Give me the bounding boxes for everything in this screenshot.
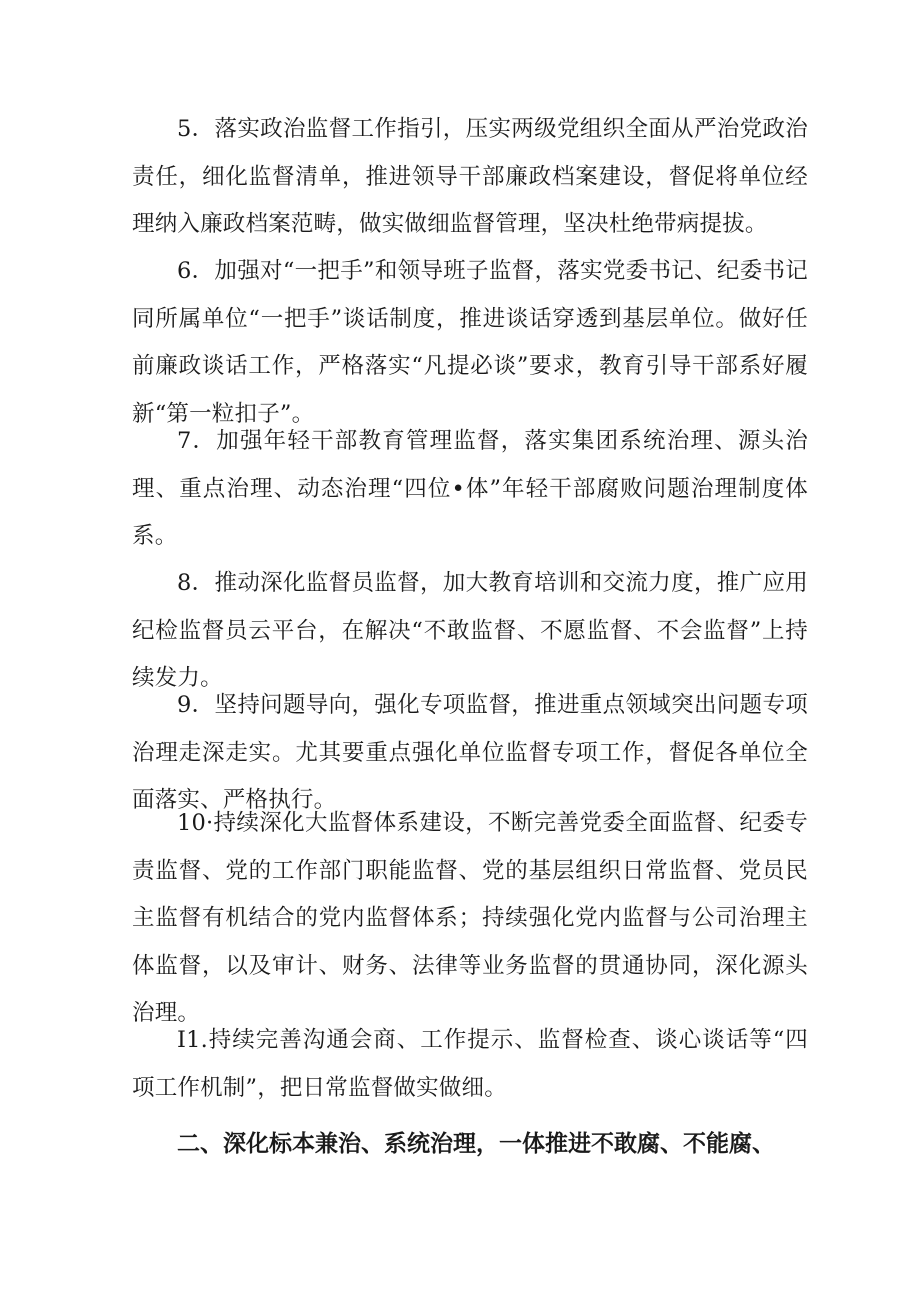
paragraph-item-7: 7．加强年轻干部教育管理监督，落实集团系统治理、源头治理、重点治理、动态治理“四位•体”年轻干部腐败问题治理制度体系。: [132, 428, 808, 550]
section-heading: 二、深化标本兼治、系统治理，一体推进不敢腐、不能腐、: [177, 1130, 775, 1157]
paragraph-item-6: 6．加强对“一把手”和领导班子监督，落实党委书记、纪委书记同所属单位“一把手”谈话制度，推进谈话穿透到基层单位。做好任前廉政谈话工作，严格落实“凡提必谈”要求，教育引导干部系好履新“第一粒扣子”。: [132, 258, 808, 427]
paragraph-item-9: 9．坚持问题导向，强化专项监督，推进重点领域突出问题专项治理走深走实。尤其要重点强化单位监督专项工作，督促各单位全面落实、严格执行。: [132, 692, 808, 814]
paragraph-item-11: I1.持续完善沟通会商、工作提示、监督检查、谈心谈话等“四项工作机制”，把日常监督做实做细。: [132, 1027, 808, 1101]
paragraph-item-10: 10·持续深化大监督体系建设，不断完善党委全面监督、纪委专责监督、党的工作部门职能监督、党的基层组织日常监督、党员民主监督有机结合的党内监督体系；持续强化党内监督与公司治理主体监督，以及审计、财务、法律等业务监督的贯通协同，深化源头治理。: [132, 810, 808, 1027]
paragraph-item-5: 5．落实政治监督工作指引，压实两级党组织全面从严治党政治责任，细化监督清单，推进领导干部廉政档案建设，督促将单位经理纳入廉政档案范畴，做实做细监督管理，坚决杜绝带病提拔。: [132, 116, 808, 238]
paragraph-item-8: 8．推动深化监督员监督，加大教育培训和交流力度，推广应用纪检监督员云平台，在解决“不敢监督、不愿监督、不会监督”上持续发力。: [132, 570, 808, 692]
